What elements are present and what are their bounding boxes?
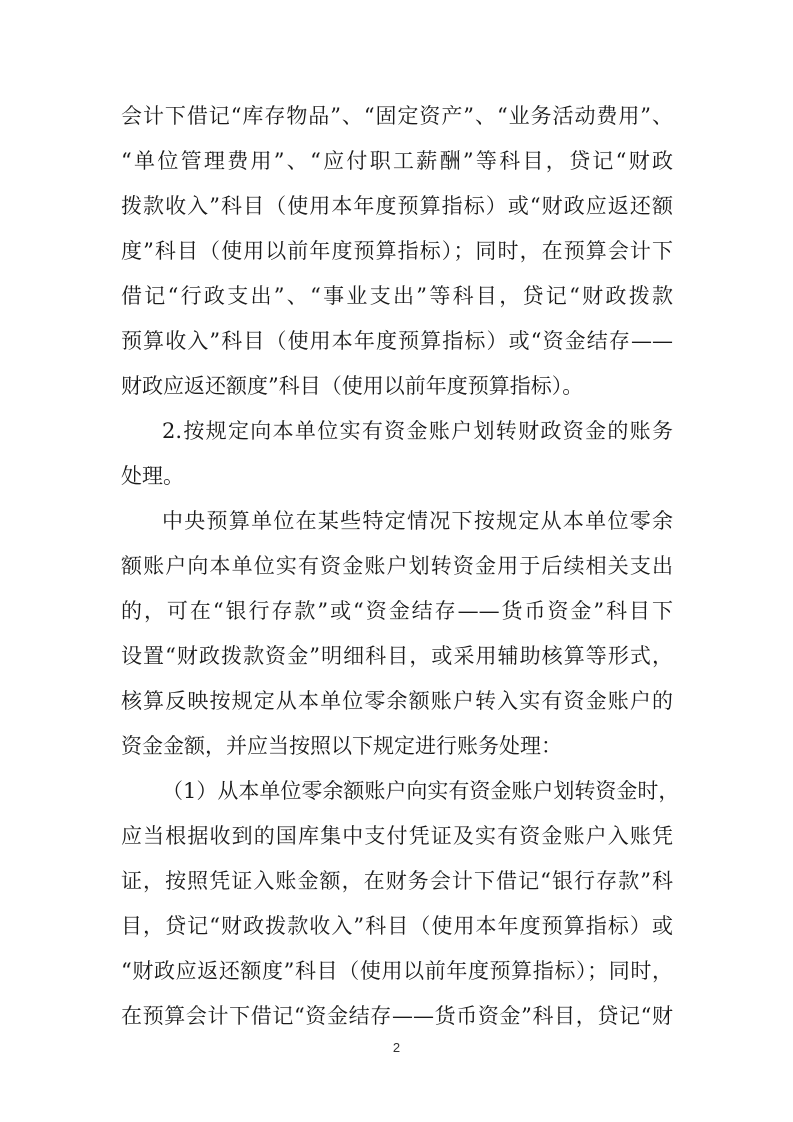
- text-line: 借记“行政支出”、“事业支出”等科目，贷记“财政拨款: [121, 284, 673, 308]
- text-line: 财政应返还额度”科目（使用以前年度预算指标）。: [121, 374, 584, 398]
- text-line: 预算收入”科目（使用本年度预算指标）或“资金结存——: [121, 329, 673, 353]
- section-heading: 2.按规定向本单位实有资金账户划转财政资金的账务: [162, 419, 673, 443]
- text-line: 度”科目（使用以前年度预算指标）；同时，在预算会计下: [121, 239, 673, 263]
- text-line: 目，贷记“财政拨款收入”科目（使用本年度预算指标）或: [121, 914, 673, 938]
- paragraph-first-line: 中央预算单位在某些特定情况下按规定从本单位零余: [162, 509, 673, 533]
- text-line: 设置“财政拨款资金”明细科目，或采用辅助核算等形式，: [121, 644, 673, 668]
- text-line: 拨款收入”科目（使用本年度预算指标）或“财政应返还额: [121, 194, 673, 218]
- text-line: 资金金额，并应当按照以下规定进行账务处理：: [121, 734, 562, 758]
- text-line: 在预算会计下借记“资金结存——货币资金”科目，贷记“财: [121, 1004, 673, 1028]
- text-line: 证，按照凭证入账金额，在财务会计下借记“银行存款”科: [121, 869, 673, 893]
- section-heading-continued: 处理。: [121, 464, 184, 488]
- text-line: “单位管理费用”、“应付职工薪酬”等科目，贷记“财政: [121, 149, 673, 173]
- text-line: 额账户向本单位实有资金账户划转资金用于后续相关支出: [121, 554, 673, 578]
- page-number: 2: [392, 1040, 401, 1055]
- text-line: 应当根据收到的国库集中支付凭证及实有资金账户入账凭: [121, 824, 673, 848]
- list-item-first-line: （1）从本单位零余额账户向实有资金账户划转资金时，: [162, 779, 680, 803]
- text-line: 的，可在“银行存款”或“资金结存——货币资金”科目下: [121, 599, 673, 623]
- text-line: “财政应返还额度”科目（使用以前年度预算指标）；同时，: [121, 959, 673, 983]
- text-line: 核算反映按规定从本单位零余额账户转入实有资金账户的: [121, 689, 673, 713]
- text-line: 会计下借记“库存物品”、“固定资产”、“业务活动费用”、: [121, 104, 673, 128]
